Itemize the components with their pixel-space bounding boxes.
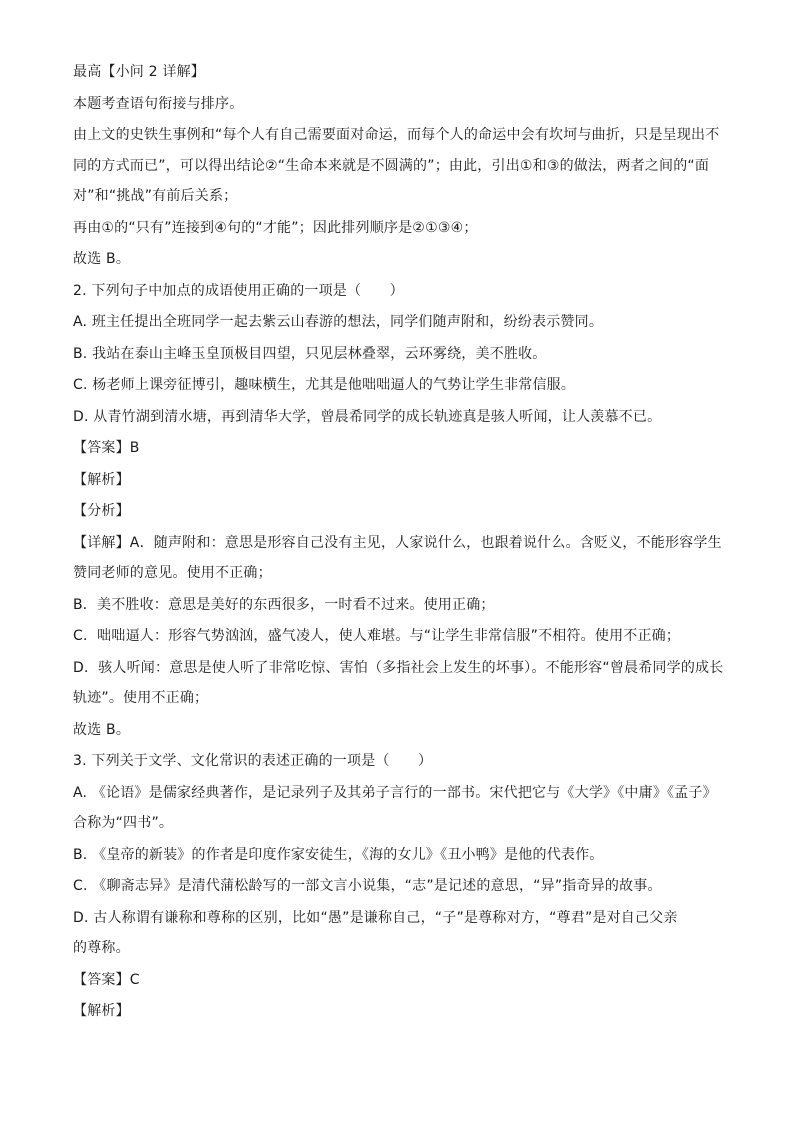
- explanation-line: 轨迹”。使用不正确；: [73, 690, 209, 706]
- explanation-line: B．美不胜收：意思是美好的东西很多，一时看不过来。使用正确；: [73, 596, 495, 613]
- option-a-cont: 合称为“四书”。: [73, 815, 174, 831]
- text-line: 由上文的史铁生事例和“每个人有自己需要面对命运，而每个人的命运中会有坎坷与曲折，只是呈现出不: [73, 127, 720, 143]
- document-page: [73, 62, 723, 1021]
- option-a: A. 《论语》是儒家经典著作，是记录列子及其弟子言行的一部书。宋代把它与《大学》《中庸》《孟子》: [73, 784, 717, 801]
- explanation-line: 赞同老师的意见。使用不正确；: [73, 565, 272, 581]
- option-c: C. 《聊斋志异》是清代蒲松龄写的一部文言小说集，“志”是记述的意思，“异”指奇异的故事。: [73, 878, 662, 894]
- option-d-cont: 的尊称。: [73, 940, 130, 956]
- question-2-stem: 2. 下列句子中加点的成语使用正确的一项是（ ）: [73, 282, 404, 299]
- option-c: C. 杨老师上课旁征博引，趣味横生，尤其是他咄咄逼人的气势让学生非常信服。: [73, 377, 576, 393]
- text-line: 故选 B。: [73, 721, 131, 738]
- answer-label: 【答案】B: [73, 440, 140, 456]
- option-d: D. 从青竹湖到清水塘，再到清华大学，曾晨希同学的成长轨迹真是骇人听闻，让人羡慕不已。: [73, 408, 662, 425]
- analysis-sub-label: 【分析】: [73, 503, 130, 519]
- subquestion-header: 最高【小问 2 详解】: [73, 64, 206, 80]
- text-line: 故选 B。: [73, 251, 131, 267]
- explanation-line: 【详解】A．随声附和：意思是形容自己没有主见，人家说什么，也跟着说什么。含贬义，不能形容学生: [73, 534, 722, 551]
- text-line: 本题考查语句衔接与排序。: [73, 95, 244, 112]
- answer-label: 【答案】C: [73, 971, 140, 988]
- option-b: B. 《皇帝的新装》的作者是印度作家安徒生，《海的女儿》《丑小鸭》是他的代表作。: [73, 846, 604, 863]
- text-line: 再由①的“只有”连接到④句的“才能”；因此排列顺序是②①③④；: [73, 219, 478, 236]
- text-line: 对”和“挑战”有前后关系；: [73, 188, 238, 204]
- option-b: B. 我站在泰山主峰玉皇顶极目四望，只见层林叠翠，云环雾绕，美不胜收。: [73, 345, 547, 362]
- analysis-label: 【解析】: [73, 471, 130, 488]
- option-a: A. 班主任提出全班同学一起去紫云山春游的想法，同学们随声附和，纷纷表示赞同。: [73, 314, 604, 330]
- text-line: 同的方式而已”，可以得出结论②“生命本来就是不圆满的”；由此，引出①和③的做法，两者之间的“面: [73, 157, 710, 174]
- explanation-line: C．咄咄逼人：形容气势汹汹，盛气凌人，使人难堪。与“让学生非常信服”不相符。使用不正确；: [73, 628, 681, 644]
- analysis-label: 【解析】: [73, 1003, 130, 1019]
- option-d: D. 古人称谓有谦称和尊称的区别，比如“愚”是谦称自己，“子”是尊称对方，“尊君”是对自己父亲: [73, 909, 678, 926]
- question-3-stem: 3. 下列关于文学、文化常识的表述正确的一项是（ ）: [73, 753, 433, 769]
- explanation-line: D．骇人听闻：意思是使人听了非常吃惊、害怕（多指社会上发生的坏事）。不能形容“曾晨希同学的成长: [73, 659, 724, 676]
